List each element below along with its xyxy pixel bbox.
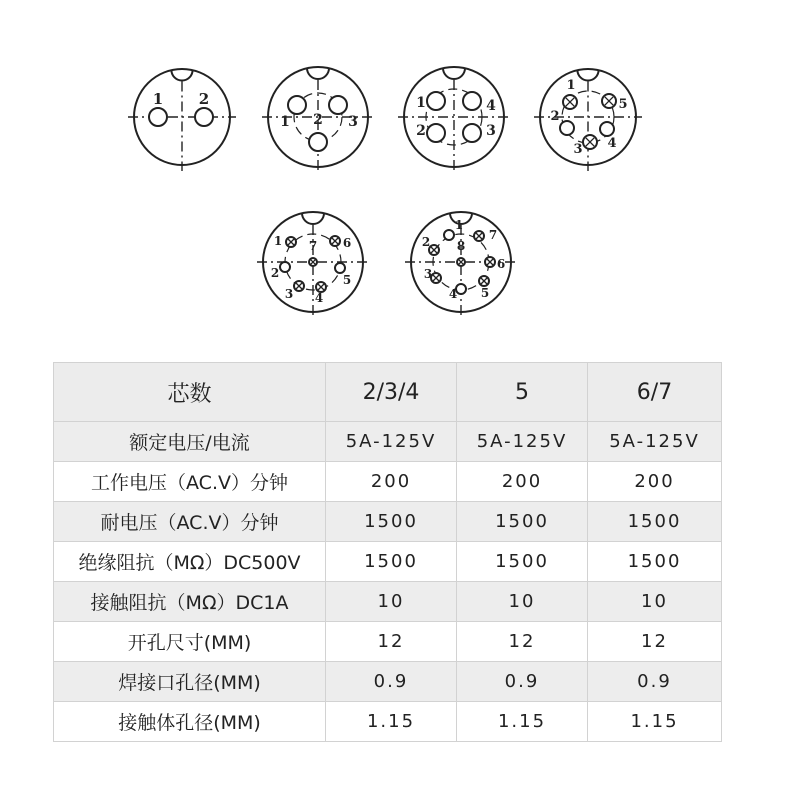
cell-value: 10: [588, 582, 722, 622]
table-header-row: [54, 363, 722, 422]
key-notch: [302, 213, 324, 224]
diagram-2-pin: [128, 69, 236, 171]
cell-value: 1500: [588, 542, 722, 582]
row-label: 接触阻抗（MΩ）DC1A: [54, 582, 326, 622]
pin-number-label: 1: [416, 95, 426, 111]
pin-number-label: 6: [496, 257, 506, 271]
pin-number-label: 1: [280, 114, 290, 130]
cell-value: 0.9: [457, 662, 588, 702]
row-label: 焊接口孔径(MM): [54, 662, 326, 702]
pin-number-label: 3: [486, 123, 496, 139]
pin-number-label: 2: [270, 266, 280, 280]
pin-number-label: 7: [308, 239, 318, 253]
pin-contact: [195, 108, 213, 126]
cell-value: 5A-125V: [588, 422, 722, 462]
row-label: 工作电压（AC.V）分钟: [54, 462, 326, 502]
cell-value: 1.15: [326, 702, 457, 742]
cell-value: 1500: [457, 502, 588, 542]
pin-number-label: 1: [454, 218, 464, 232]
cell-value: 1500: [326, 542, 457, 582]
cell-value: 5A-125V: [326, 422, 457, 462]
pin-contact: [427, 124, 445, 142]
header-cell-col1: 2/3/4: [326, 363, 457, 422]
key-notch: [171, 70, 192, 81]
header-cell-pins: 芯数: [54, 363, 326, 422]
pin-number-label: 4: [486, 98, 496, 114]
pin-number-label: 5: [618, 97, 628, 112]
table-row: [54, 702, 722, 742]
row-label: 开孔尺寸(MM): [54, 622, 326, 662]
pin-contact: [280, 262, 290, 272]
cell-value: 200: [326, 462, 457, 502]
row-label: 绝缘阻抗（MΩ）DC500V: [54, 542, 326, 582]
cell-value: 0.9: [326, 662, 457, 702]
diagram-3-pin: [262, 67, 374, 173]
pin-number-label: 5: [342, 273, 352, 287]
pin-number-label: 4: [607, 136, 617, 151]
pin-number-label: 3: [423, 267, 433, 281]
cell-value: 5A-125V: [457, 422, 588, 462]
cell-value: 200: [588, 462, 722, 502]
pin-number-label: 2: [313, 112, 323, 128]
pin-contact: [427, 92, 445, 110]
pin-contact: [335, 263, 345, 273]
key-notch: [577, 70, 598, 81]
pin-contact: [463, 92, 481, 110]
cell-value: 12: [588, 622, 722, 662]
pin-number-label: 8: [456, 239, 466, 253]
pin-number-label: 4: [314, 291, 324, 305]
cell-value: 10: [457, 582, 588, 622]
cell-value: 1500: [457, 542, 588, 582]
cell-value: 12: [326, 622, 457, 662]
pin-contact: [288, 96, 306, 114]
cell-value: 0.9: [588, 662, 722, 702]
pin-number-label: 5: [480, 286, 490, 300]
diagram-4-pin: [398, 67, 510, 173]
table-row: [54, 422, 722, 462]
diagram-5-pin: [534, 69, 642, 171]
cell-value: 200: [457, 462, 588, 502]
table-row: [54, 542, 722, 582]
pin-number-label: 1: [273, 234, 283, 248]
diagram-8-pin: [405, 212, 517, 318]
pinout-svg: [0, 0, 790, 340]
cell-value: 12: [457, 622, 588, 662]
pin-number-label: 2: [416, 123, 426, 139]
table-row: [54, 582, 722, 622]
key-notch: [443, 68, 465, 79]
key-notch: [307, 68, 329, 79]
pin-number-label: 6: [342, 236, 352, 250]
diagram-7-pin: [257, 212, 369, 318]
pin-number-label: 2: [198, 90, 210, 108]
table-row: [54, 622, 722, 662]
pin-number-label: 1: [566, 78, 576, 93]
pin-number-label: 1: [152, 90, 164, 108]
cell-value: 1500: [326, 502, 457, 542]
pin-contact: [600, 122, 614, 136]
pin-contact: [463, 124, 481, 142]
pin-number-label: 7: [488, 228, 498, 242]
connector-pinout-diagrams: [0, 0, 790, 340]
pin-number-label: 3: [348, 114, 358, 130]
pin-number-label: 3: [573, 142, 583, 157]
pin-contact: [309, 133, 327, 151]
pin-contact: [329, 96, 347, 114]
pin-contact: [444, 230, 454, 240]
cell-value: 10: [326, 582, 457, 622]
cell-value: 1500: [588, 502, 722, 542]
row-label: 额定电压/电流: [54, 422, 326, 462]
row-label: 耐电压（AC.V）分钟: [54, 502, 326, 542]
cell-value: 1.15: [457, 702, 588, 742]
pin-number-label: 2: [550, 109, 560, 124]
pin-contact: [560, 121, 574, 135]
table-row: [54, 662, 722, 702]
pin-number-label: 2: [421, 235, 431, 249]
row-label: 接触体孔径(MM): [54, 702, 326, 742]
pin-number-label: 4: [448, 287, 458, 301]
header-cell-col2: 5: [457, 363, 588, 422]
table-row: [54, 462, 722, 502]
cell-value: 1.15: [588, 702, 722, 742]
header-cell-col3: 6/7: [588, 363, 722, 422]
pin-contact: [149, 108, 167, 126]
spec-table: [53, 362, 722, 742]
pin-contact: [456, 284, 466, 294]
table-row: [54, 502, 722, 542]
pin-number-label: 3: [284, 287, 294, 301]
